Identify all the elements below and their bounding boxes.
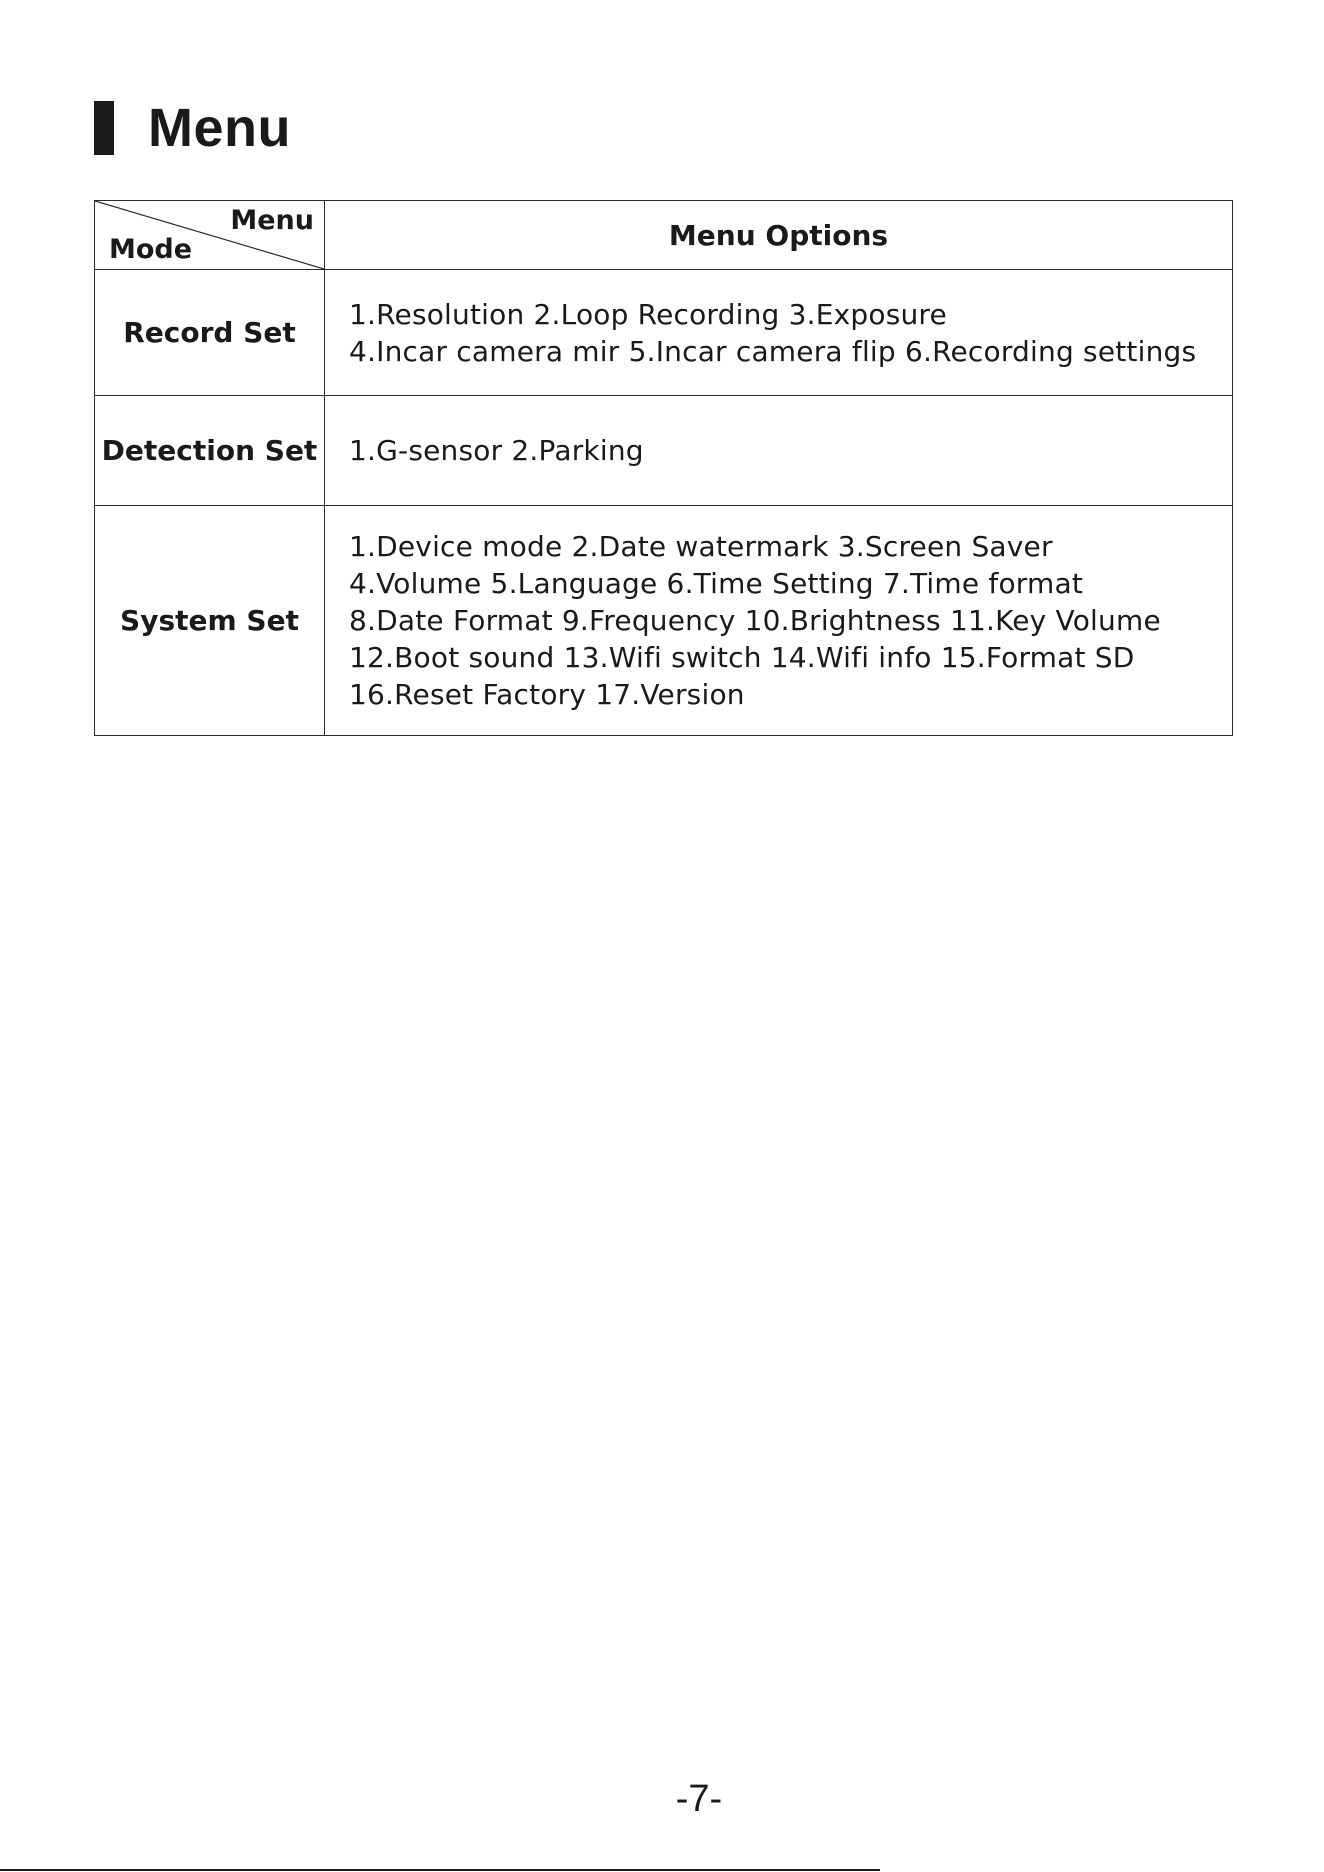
option-line: 1.G-sensor 2.Parking <box>349 434 644 467</box>
menu-options-header: Menu Options <box>325 201 1233 270</box>
options-cell <box>325 506 1233 736</box>
option-line: 16.Reset Factory 17.Version <box>349 678 745 711</box>
table-header-row <box>95 201 1233 270</box>
bottom-rule <box>0 1869 880 1871</box>
corner-menu-label: Menu <box>230 205 314 236</box>
options-cell <box>325 396 1233 506</box>
heading-bar-icon <box>94 101 114 155</box>
corner-mode-label: Mode <box>109 234 193 265</box>
table-row <box>95 506 1233 736</box>
table-row <box>95 270 1233 396</box>
table-row <box>95 396 1233 506</box>
mode-cell: System Set <box>95 506 325 736</box>
option-line: 12.Boot sound 13.Wifi switch 14.Wifi info 15.Format SD <box>349 641 1135 674</box>
mode-cell: Record Set <box>95 270 325 396</box>
options-cell <box>325 270 1233 396</box>
page-title: Menu <box>148 98 291 158</box>
option-line: 4.Volume 5.Language 6.Time Setting 7.Time format <box>349 567 1084 600</box>
corner-header-cell <box>95 201 325 270</box>
page-number: -7- <box>675 1778 723 1820</box>
mode-cell: Detection Set <box>95 396 325 506</box>
option-line: 1.Resolution 2.Loop Recording 3.Exposure <box>349 297 947 331</box>
page-heading <box>94 98 291 158</box>
option-line: 8.Date Format 9.Frequency 10.Brightness 11.Key Volume <box>349 604 1161 637</box>
option-line: 1.Device mode 2.Date watermark 3.Screen Saver <box>349 530 1053 563</box>
menu-table <box>94 200 1233 736</box>
option-line: 4.Incar camera mir 5.Incar camera flip 6.Recording settings <box>349 334 1197 368</box>
